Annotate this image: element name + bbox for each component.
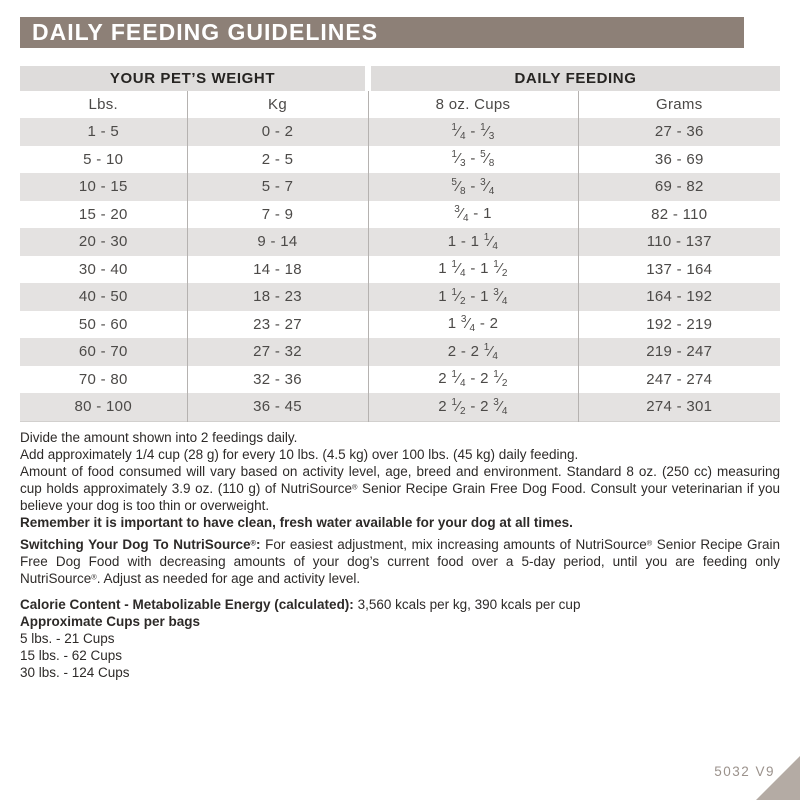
note-fresh-water: Remember it is important to have clean, fresh water available for your dog at all times.: [20, 515, 573, 530]
column-header-kg: Kg: [187, 91, 368, 118]
table-cell: 2 - 2 $^1⁄_4$: [368, 338, 578, 366]
table-cell: 18 - 23: [187, 283, 368, 311]
table-cell: 5 - 10: [20, 146, 187, 174]
calorie-content-block: [20, 596, 780, 681]
table-cell: 2 $^1⁄_4 - 2$ $^1⁄_2$: [368, 366, 578, 394]
table-cell: 70 - 80: [20, 366, 187, 394]
switching-lead: Switching Your Dog To NutriSource®:: [20, 537, 261, 552]
table-cell: 14 - 18: [187, 256, 368, 284]
table-cell: 23 - 27: [187, 311, 368, 339]
table-row: [20, 201, 780, 229]
calorie-content-line: [20, 596, 780, 613]
table-row: [20, 366, 780, 394]
group-header-daily-feeding: DAILY FEEDING: [368, 66, 780, 91]
table-cell: 20 - 30: [20, 228, 187, 256]
table-cell: 27 - 32: [187, 338, 368, 366]
table-row: [20, 256, 780, 284]
table-cell: 9 - 14: [187, 228, 368, 256]
column-header-grams: Grams: [578, 91, 780, 118]
bag-cup-item: 30 lbs. - 124 Cups: [20, 665, 130, 680]
column-header-cups: 8 oz. Cups: [368, 91, 578, 118]
table-cell: 274 - 301: [578, 393, 780, 421]
switching-paragraph: [20, 536, 780, 587]
table-row: [20, 146, 780, 174]
feeding-table: [20, 66, 780, 422]
table-cell: 7 - 9: [187, 201, 368, 229]
bag-cup-item: 5 lbs. - 21 Cups: [20, 631, 115, 646]
table-cell: 1 $^1⁄_4 - 1$ $^1⁄_2$: [368, 256, 578, 284]
table-cell: 27 - 36: [578, 118, 780, 146]
table-cell: $^1⁄_3$ - $^5⁄_8$: [368, 146, 578, 174]
table-cell: 32 - 36: [187, 366, 368, 394]
table-row: [20, 228, 780, 256]
table-cell: 164 - 192: [578, 283, 780, 311]
table-row: [20, 338, 780, 366]
table-cell: 80 - 100: [20, 393, 187, 421]
table-column-header-row: [20, 91, 780, 118]
table-cell: 40 - 50: [20, 283, 187, 311]
group-header-pet-weight: YOUR PET’S WEIGHT: [20, 66, 368, 91]
table-cell: 10 - 15: [20, 173, 187, 201]
table-cell: $^5⁄_8$ - $^3⁄_4$: [368, 173, 578, 201]
table-cell: 2 - 5: [187, 146, 368, 174]
table-row: [20, 173, 780, 201]
note-add-quarter-cup: Add approximately 1/4 cup (28 g) for every 10 lbs. (4.5 kg) over 100 lbs. (45 kg) daily feeding.: [20, 447, 579, 462]
table-cell: 0 - 2: [187, 118, 368, 146]
table-group-header-row: [20, 66, 780, 91]
table-cell: 69 - 82: [578, 173, 780, 201]
table-cell: 60 - 70: [20, 338, 187, 366]
table-cell: 2 $^1⁄_2 - 2$ $^3⁄_4$: [368, 393, 578, 421]
page-title-bar: [20, 17, 744, 48]
calorie-content-value: 3,560 kcals per kg, 390 kcals per cup: [357, 597, 581, 612]
table-cell: 82 - 110: [578, 201, 780, 229]
table-row: [20, 311, 780, 339]
table-cell: $^1⁄_4$ - $^1⁄_3$: [368, 118, 578, 146]
table-cell: 110 - 137: [578, 228, 780, 256]
table-row: [20, 118, 780, 146]
column-header-lbs: Lbs.: [20, 91, 187, 118]
page-title: DAILY FEEDING GUIDELINES: [32, 19, 379, 45]
version-code: 5032 V9: [714, 764, 775, 779]
corner-fold-triangle: [756, 756, 800, 800]
cups-per-bag-heading: Approximate Cups per bags: [20, 614, 201, 629]
table-row: [20, 283, 780, 311]
note-divide-feedings: Divide the amount shown into 2 feedings daily.: [20, 430, 298, 445]
bag-cup-item: 15 lbs. - 62 Cups: [20, 648, 123, 663]
table-cell: 36 - 45: [187, 393, 368, 421]
table-cell: $^3⁄_4 - 1$: [368, 201, 578, 229]
note-amount-consumed: Amount of food consumed will vary based on activity level, age, breed and environment. Standard 8 oz. (250 cc) measuring cup holds approximately 3.9 oz. (110 g) of NutriSource® Senior Recipe Grain Free Dog Food. Consult your veterinarian if you believe your dog is too thin or overweight.: [20, 464, 780, 513]
table-cell: 247 - 274: [578, 366, 780, 394]
table-cell: 30 - 40: [20, 256, 187, 284]
table-cell: 219 - 247: [578, 338, 780, 366]
table-cell: 137 - 164: [578, 256, 780, 284]
bag-cup-list: [20, 630, 780, 681]
table-cell: 50 - 60: [20, 311, 187, 339]
table-cell: 1 $^1⁄_2 - 1$ $^3⁄_4$: [368, 283, 578, 311]
table-cell: 1 - 5: [20, 118, 187, 146]
table-cell: 15 - 20: [20, 201, 187, 229]
table-cell: 192 - 219: [578, 311, 780, 339]
table-cell: 36 - 69: [578, 146, 780, 174]
feeding-notes: [20, 429, 780, 531]
table-row: [20, 393, 780, 421]
calorie-content-lead: Calorie Content - Metabolizable Energy (calculated):: [20, 597, 354, 612]
table-cell: 1 - 1 $^1⁄_4$: [368, 228, 578, 256]
switching-body: For easiest adjustment, mix increasing amounts of NutriSource® Senior Recipe Grain Free Dog Food with decreasing amounts of your dog’s current food over a 5-day period, until you are feeding only NutriSource®. Adjust as needed for age and activity level.: [20, 537, 780, 586]
table-cell: 1 $^3⁄_4 - 2$: [368, 311, 578, 339]
table-cell: 5 - 7: [187, 173, 368, 201]
